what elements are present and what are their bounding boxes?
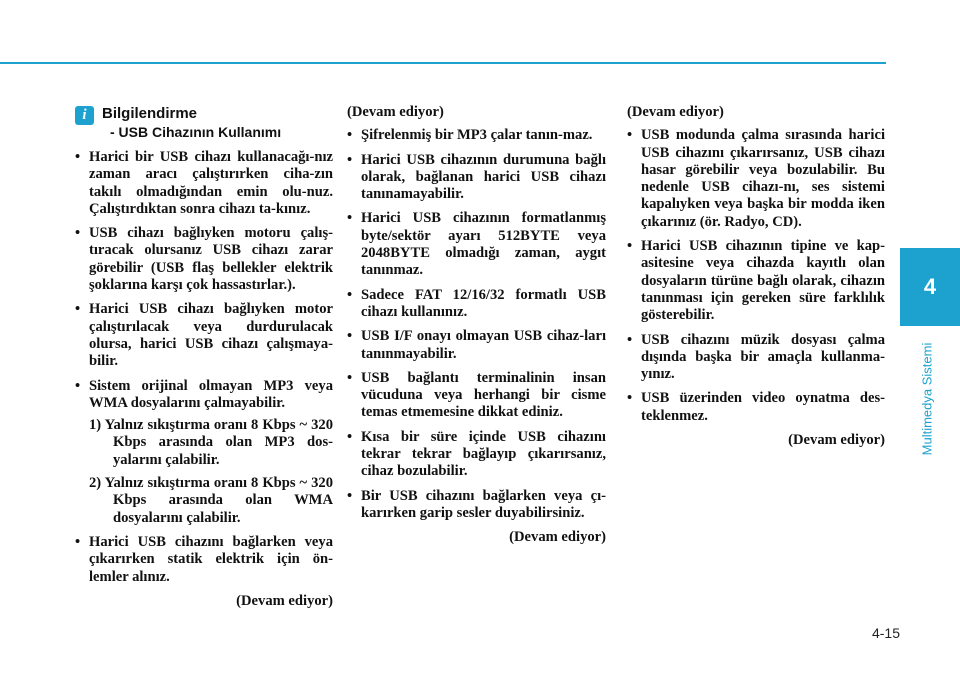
column-3 <box>627 104 885 449</box>
list-item: • Harici bir USB cihazı kullanacağı-nız zaman aracı çalıştırırken ciha-zın takılı olmadığından emin olu-nuz. Çalıştırdıktan sonra cihazı ta-kınız. <box>75 149 333 218</box>
col1-list <box>75 149 333 586</box>
list-item-text: • Sistem orijinal olmayan MP3 veya WMA dosyalarını çalmayabilir. <box>89 377 333 411</box>
chapter-side-title <box>914 338 940 460</box>
continued-label: (Devam ediyor) <box>788 432 885 449</box>
column-2 <box>347 104 606 547</box>
list-item: • Harici USB cihazının durumuna bağlı olarak, bağlanan harici USB cihazı tanınamayabilir. <box>347 152 606 204</box>
list-item: • USB cihazı bağlıyken motoru çalış-tıracak olursanız USB cihazı zarar görebilir (USB flaş bellekler elektrik şoklarına karşı çok hassastırlar.). <box>75 225 333 294</box>
list-item: • Harici USB cihazının formatlanmış byte/sektör ayarı 512BYTE veya 2048BYTE olmadığı zaman, aygıt tanınmaz. <box>347 210 606 279</box>
continued-top-label: (Devam ediyor) <box>347 104 444 120</box>
page-number: 4-15 <box>871 625 900 641</box>
list-item: • Harici USB cihazının tipine ve kap-asitesine veya cihazda kayıtlı olan dosyaların türüne bağlı olarak, cihazın tanınması için gereken süre farklılık gösterebilir. <box>627 238 885 324</box>
chapter-tab <box>900 248 960 326</box>
info-icon: i <box>75 106 94 125</box>
info-box-header <box>75 104 333 141</box>
list-item: • USB cihazını müzik dosyası çalma dışında başka bir amaçla kullanma-yınız. <box>627 332 885 384</box>
list-item: • Bir USB cihazını bağlarken veya çı-karırken garip sesler duyabilirsiniz. <box>347 488 606 523</box>
info-subtitle: - USB Cihazının Kullanımı <box>110 124 282 140</box>
info-title: Bilgilendirme <box>102 105 198 122</box>
col2-list <box>347 127 606 522</box>
continued-label: (Devam ediyor) <box>509 529 606 546</box>
list-item: • USB I/F onayı olmayan USB cihaz-ları tanınmayabilir. <box>347 328 606 363</box>
list-item: • Harici USB cihazı bağlıyken motor çalıştırılacak veya durdurulacak olursa, harici USB cihazı çalışmaya-bilir. <box>75 301 333 370</box>
chapter-number: 4 <box>923 274 937 299</box>
list-item: • USB bağlantı terminalinin insan vücuduna veya herhangi bir cisme temas etmemesine dikkat ediniz. <box>347 370 606 422</box>
list-item: • Harici USB cihazını bağlarken veya çıkarırken statik elektrik için ön-lemler alınız. <box>75 534 333 586</box>
numbered-sublist <box>89 417 333 527</box>
header-rule <box>0 62 886 64</box>
column-1 <box>75 104 333 610</box>
list-item: • Sadece FAT 12/16/32 formatlı USB cihazı kullanınız. <box>347 287 606 322</box>
col3-list <box>627 127 885 425</box>
list-item: • Kısa bir süre içinde USB cihazını tekrar tekrar bağlayıp çıkarırsanız, cihaz bozulabilir. <box>347 429 606 481</box>
list-item-with-sublist <box>75 378 333 527</box>
continued-top-label: (Devam ediyor) <box>627 104 724 120</box>
continued-label: (Devam ediyor) <box>236 592 333 609</box>
list-item: • Şifrelenmiş bir MP3 çalar tanın-maz. <box>347 127 606 144</box>
numbered-item: 1) Yalnız sıkıştırma oranı 8 Kbps ~ 320 Kbps arasında olan MP3 dos-yalarını çalabilir. <box>89 417 333 468</box>
numbered-item: 2) Yalnız sıkıştırma oranı 8 Kbps ~ 320 Kbps arasında olan WMA dosyalarını çalabilir. <box>89 475 333 526</box>
list-item: • USB modunda çalma sırasında harici USB cihazını çıkarırsanız, USB cihazı hasar görebilir veya bozulabilir. Bu nedenle USB cihazı-nı, ses sistemi kapalıyken veya başka bir modda iken çıkarınız (ör. Radyo, CD). <box>627 127 885 231</box>
list-item: • USB üzerinden video oynatma des-teklenmez. <box>627 390 885 425</box>
chapter-title: Multimedya Sistemi <box>919 342 935 456</box>
